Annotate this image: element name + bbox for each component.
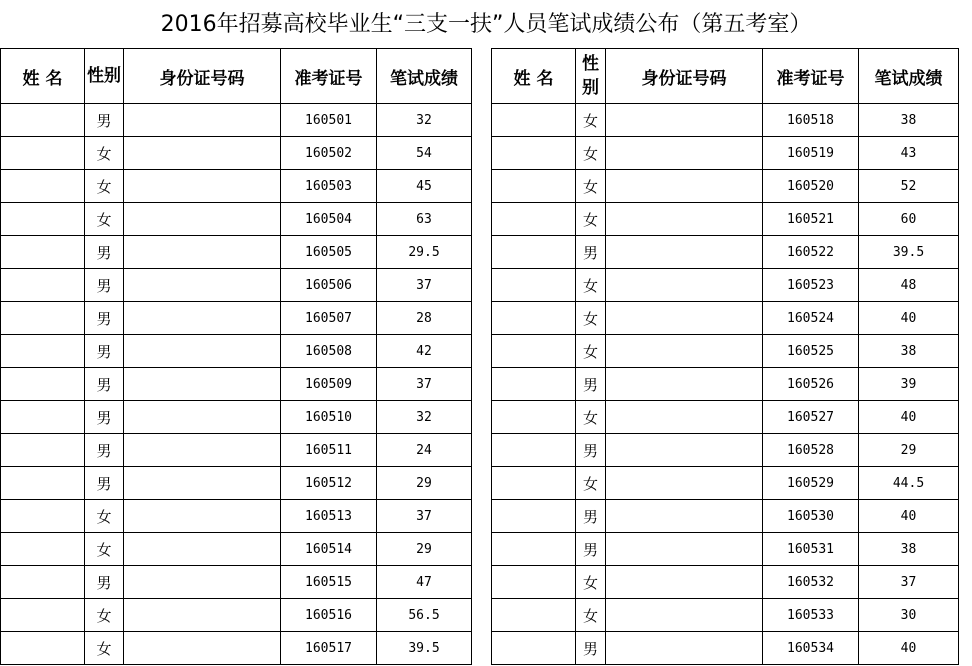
right-name-cell xyxy=(492,170,576,203)
right-exam-no-cell: 160525 xyxy=(763,335,859,368)
left-name-cell xyxy=(1,434,85,467)
left-id-cell xyxy=(124,434,281,467)
left-name-cell xyxy=(1,632,85,665)
right-name-cell xyxy=(492,632,576,665)
left-exam-no-cell: 160512 xyxy=(281,467,377,500)
header-id: 身份证号码 xyxy=(124,49,281,104)
left-id-cell xyxy=(124,632,281,665)
left-name-cell xyxy=(1,137,85,170)
left-id-cell xyxy=(124,566,281,599)
column-gap xyxy=(472,500,492,533)
right-sex-cell: 女 xyxy=(576,467,606,500)
header-score: 笔试成绩 xyxy=(859,49,959,104)
right-score-cell: 38 xyxy=(859,533,959,566)
right-id-cell xyxy=(606,566,763,599)
left-sex-cell: 男 xyxy=(85,104,124,137)
table-row xyxy=(1,401,959,434)
right-name-cell xyxy=(492,566,576,599)
left-sex-cell: 女 xyxy=(85,203,124,236)
left-name-cell xyxy=(1,170,85,203)
left-exam-no-cell: 160516 xyxy=(281,599,377,632)
right-id-cell xyxy=(606,434,763,467)
left-id-cell xyxy=(124,467,281,500)
header-score: 笔试成绩 xyxy=(377,49,472,104)
right-exam-no-cell: 160533 xyxy=(763,599,859,632)
table-row xyxy=(1,500,959,533)
right-sex-cell: 男 xyxy=(576,236,606,269)
right-score-cell: 44.5 xyxy=(859,467,959,500)
column-gap xyxy=(472,49,492,104)
right-sex-cell: 女 xyxy=(576,302,606,335)
right-exam-no-cell: 160522 xyxy=(763,236,859,269)
table-row xyxy=(1,236,959,269)
left-name-cell xyxy=(1,104,85,137)
table-row xyxy=(1,104,959,137)
left-sex-cell: 女 xyxy=(85,599,124,632)
column-gap xyxy=(472,434,492,467)
left-exam-no-cell: 160508 xyxy=(281,335,377,368)
left-sex-cell: 男 xyxy=(85,467,124,500)
left-id-cell xyxy=(124,302,281,335)
left-name-cell xyxy=(1,401,85,434)
left-sex-cell: 男 xyxy=(85,566,124,599)
right-sex-cell: 男 xyxy=(576,368,606,401)
right-score-cell: 60 xyxy=(859,203,959,236)
right-id-cell xyxy=(606,269,763,302)
left-exam-no-cell: 160514 xyxy=(281,533,377,566)
left-score-cell: 32 xyxy=(377,104,472,137)
right-exam-no-cell: 160519 xyxy=(763,137,859,170)
right-exam-no-cell: 160529 xyxy=(763,467,859,500)
left-sex-cell: 男 xyxy=(85,236,124,269)
left-sex-cell: 男 xyxy=(85,368,124,401)
left-name-cell xyxy=(1,533,85,566)
right-sex-cell: 女 xyxy=(576,137,606,170)
column-gap xyxy=(472,401,492,434)
right-sex-cell: 女 xyxy=(576,104,606,137)
left-name-cell xyxy=(1,203,85,236)
right-score-cell: 40 xyxy=(859,632,959,665)
column-gap xyxy=(472,203,492,236)
header-sex: 性别 xyxy=(85,49,124,104)
right-id-cell xyxy=(606,533,763,566)
column-gap xyxy=(472,302,492,335)
right-exam-no-cell: 160527 xyxy=(763,401,859,434)
left-name-cell xyxy=(1,467,85,500)
left-exam-no-cell: 160504 xyxy=(281,203,377,236)
right-exam-no-cell: 160524 xyxy=(763,302,859,335)
right-score-cell: 40 xyxy=(859,401,959,434)
left-exam-no-cell: 160515 xyxy=(281,566,377,599)
column-gap xyxy=(472,632,492,665)
header-exam-no: 准考证号 xyxy=(281,49,377,104)
left-id-cell xyxy=(124,104,281,137)
right-exam-no-cell: 160528 xyxy=(763,434,859,467)
column-gap xyxy=(472,533,492,566)
column-gap xyxy=(472,368,492,401)
left-id-cell xyxy=(124,269,281,302)
table-row xyxy=(1,467,959,500)
column-gap xyxy=(472,269,492,302)
left-score-cell: 29.5 xyxy=(377,236,472,269)
left-score-cell: 54 xyxy=(377,137,472,170)
left-id-cell xyxy=(124,368,281,401)
table-row xyxy=(1,368,959,401)
left-name-cell xyxy=(1,236,85,269)
left-score-cell: 42 xyxy=(377,335,472,368)
left-score-cell: 24 xyxy=(377,434,472,467)
right-exam-no-cell: 160521 xyxy=(763,203,859,236)
right-sex-cell: 女 xyxy=(576,170,606,203)
left-score-cell: 45 xyxy=(377,170,472,203)
page-title: 2016年招募高校毕业生“三支一扶”人员笔试成绩公布（第五考室） xyxy=(160,12,812,37)
right-score-cell: 48 xyxy=(859,269,959,302)
right-score-cell: 39 xyxy=(859,368,959,401)
left-name-cell xyxy=(1,599,85,632)
left-score-cell: 29 xyxy=(377,533,472,566)
right-score-cell: 37 xyxy=(859,566,959,599)
left-sex-cell: 女 xyxy=(85,632,124,665)
left-sex-cell: 男 xyxy=(85,401,124,434)
left-exam-no-cell: 160505 xyxy=(281,236,377,269)
left-id-cell xyxy=(124,599,281,632)
table-row xyxy=(1,533,959,566)
right-id-cell xyxy=(606,104,763,137)
left-id-cell xyxy=(124,335,281,368)
left-id-cell xyxy=(124,401,281,434)
column-gap xyxy=(472,335,492,368)
left-exam-no-cell: 160503 xyxy=(281,170,377,203)
left-sex-cell: 女 xyxy=(85,170,124,203)
left-sex-cell: 女 xyxy=(85,500,124,533)
right-exam-no-cell: 160518 xyxy=(763,104,859,137)
right-id-cell xyxy=(606,368,763,401)
left-score-cell: 47 xyxy=(377,566,472,599)
right-name-cell xyxy=(492,269,576,302)
left-id-cell xyxy=(124,137,281,170)
right-sex-cell: 女 xyxy=(576,401,606,434)
left-exam-no-cell: 160513 xyxy=(281,500,377,533)
right-score-cell: 38 xyxy=(859,335,959,368)
column-gap xyxy=(472,599,492,632)
right-id-cell xyxy=(606,137,763,170)
right-id-cell xyxy=(606,335,763,368)
right-exam-no-cell: 160523 xyxy=(763,269,859,302)
right-name-cell xyxy=(492,368,576,401)
right-exam-no-cell: 160531 xyxy=(763,533,859,566)
right-id-cell xyxy=(606,203,763,236)
left-sex-cell: 女 xyxy=(85,137,124,170)
left-id-cell xyxy=(124,203,281,236)
right-sex-cell: 女 xyxy=(576,566,606,599)
left-sex-cell: 男 xyxy=(85,302,124,335)
table-row xyxy=(1,434,959,467)
right-exam-no-cell: 160532 xyxy=(763,566,859,599)
right-name-cell xyxy=(492,500,576,533)
right-sex-cell: 女 xyxy=(576,203,606,236)
right-sex-cell: 男 xyxy=(576,533,606,566)
right-sex-cell: 男 xyxy=(576,632,606,665)
left-score-cell: 32 xyxy=(377,401,472,434)
left-name-cell xyxy=(1,500,85,533)
left-exam-no-cell: 160509 xyxy=(281,368,377,401)
right-exam-no-cell: 160534 xyxy=(763,632,859,665)
right-id-cell xyxy=(606,632,763,665)
right-score-cell: 52 xyxy=(859,170,959,203)
score-table xyxy=(0,48,959,665)
left-exam-no-cell: 160517 xyxy=(281,632,377,665)
left-id-cell xyxy=(124,533,281,566)
left-id-cell xyxy=(124,236,281,269)
right-name-cell xyxy=(492,533,576,566)
left-score-cell: 37 xyxy=(377,269,472,302)
column-gap xyxy=(472,170,492,203)
right-id-cell xyxy=(606,170,763,203)
right-id-cell xyxy=(606,236,763,269)
left-sex-cell: 男 xyxy=(85,269,124,302)
right-score-cell: 29 xyxy=(859,434,959,467)
left-exam-no-cell: 160507 xyxy=(281,302,377,335)
right-exam-no-cell: 160530 xyxy=(763,500,859,533)
right-exam-no-cell: 160520 xyxy=(763,170,859,203)
right-score-cell: 43 xyxy=(859,137,959,170)
right-name-cell xyxy=(492,104,576,137)
left-score-cell: 37 xyxy=(377,500,472,533)
left-name-cell xyxy=(1,335,85,368)
right-name-cell xyxy=(492,137,576,170)
left-name-cell xyxy=(1,368,85,401)
left-sex-cell: 男 xyxy=(85,434,124,467)
right-id-cell xyxy=(606,302,763,335)
right-score-cell: 38 xyxy=(859,104,959,137)
right-sex-cell: 男 xyxy=(576,434,606,467)
right-id-cell xyxy=(606,500,763,533)
right-sex-cell: 女 xyxy=(576,599,606,632)
left-exam-no-cell: 160510 xyxy=(281,401,377,434)
left-id-cell xyxy=(124,500,281,533)
table-row xyxy=(1,203,959,236)
left-exam-no-cell: 160501 xyxy=(281,104,377,137)
table-row xyxy=(1,599,959,632)
column-gap xyxy=(472,137,492,170)
left-id-cell xyxy=(124,170,281,203)
right-score-cell: 40 xyxy=(859,500,959,533)
table-row xyxy=(1,632,959,665)
right-name-cell xyxy=(492,401,576,434)
right-score-cell: 40 xyxy=(859,302,959,335)
column-gap xyxy=(472,236,492,269)
right-score-cell: 39.5 xyxy=(859,236,959,269)
right-id-cell xyxy=(606,599,763,632)
right-name-cell xyxy=(492,467,576,500)
header-name: 姓 名 xyxy=(492,49,576,104)
table-row xyxy=(1,170,959,203)
right-name-cell xyxy=(492,434,576,467)
right-id-cell xyxy=(606,467,763,500)
left-score-cell: 37 xyxy=(377,368,472,401)
left-name-cell xyxy=(1,269,85,302)
left-exam-no-cell: 160506 xyxy=(281,269,377,302)
left-score-cell: 39.5 xyxy=(377,632,472,665)
header-id: 身份证号码 xyxy=(606,49,763,104)
table-row xyxy=(1,566,959,599)
header-row xyxy=(1,49,959,104)
right-score-cell: 30 xyxy=(859,599,959,632)
table-row xyxy=(1,302,959,335)
table-row xyxy=(1,335,959,368)
header-name: 姓 名 xyxy=(1,49,85,104)
left-score-cell: 56.5 xyxy=(377,599,472,632)
left-exam-no-cell: 160511 xyxy=(281,434,377,467)
right-name-cell xyxy=(492,599,576,632)
right-name-cell xyxy=(492,236,576,269)
left-score-cell: 29 xyxy=(377,467,472,500)
right-name-cell xyxy=(492,335,576,368)
right-id-cell xyxy=(606,401,763,434)
table-row xyxy=(1,137,959,170)
right-sex-cell: 男 xyxy=(576,500,606,533)
left-score-cell: 28 xyxy=(377,302,472,335)
header-exam-no: 准考证号 xyxy=(763,49,859,104)
right-sex-cell: 女 xyxy=(576,269,606,302)
column-gap xyxy=(472,566,492,599)
table-row xyxy=(1,269,959,302)
right-name-cell xyxy=(492,302,576,335)
left-name-cell xyxy=(1,302,85,335)
column-gap xyxy=(472,104,492,137)
left-sex-cell: 女 xyxy=(85,533,124,566)
column-gap xyxy=(472,467,492,500)
left-exam-no-cell: 160502 xyxy=(281,137,377,170)
left-name-cell xyxy=(1,566,85,599)
header-sex: 性别 xyxy=(576,49,606,104)
left-sex-cell: 男 xyxy=(85,335,124,368)
right-name-cell xyxy=(492,203,576,236)
left-score-cell: 63 xyxy=(377,203,472,236)
right-exam-no-cell: 160526 xyxy=(763,368,859,401)
right-sex-cell: 女 xyxy=(576,335,606,368)
